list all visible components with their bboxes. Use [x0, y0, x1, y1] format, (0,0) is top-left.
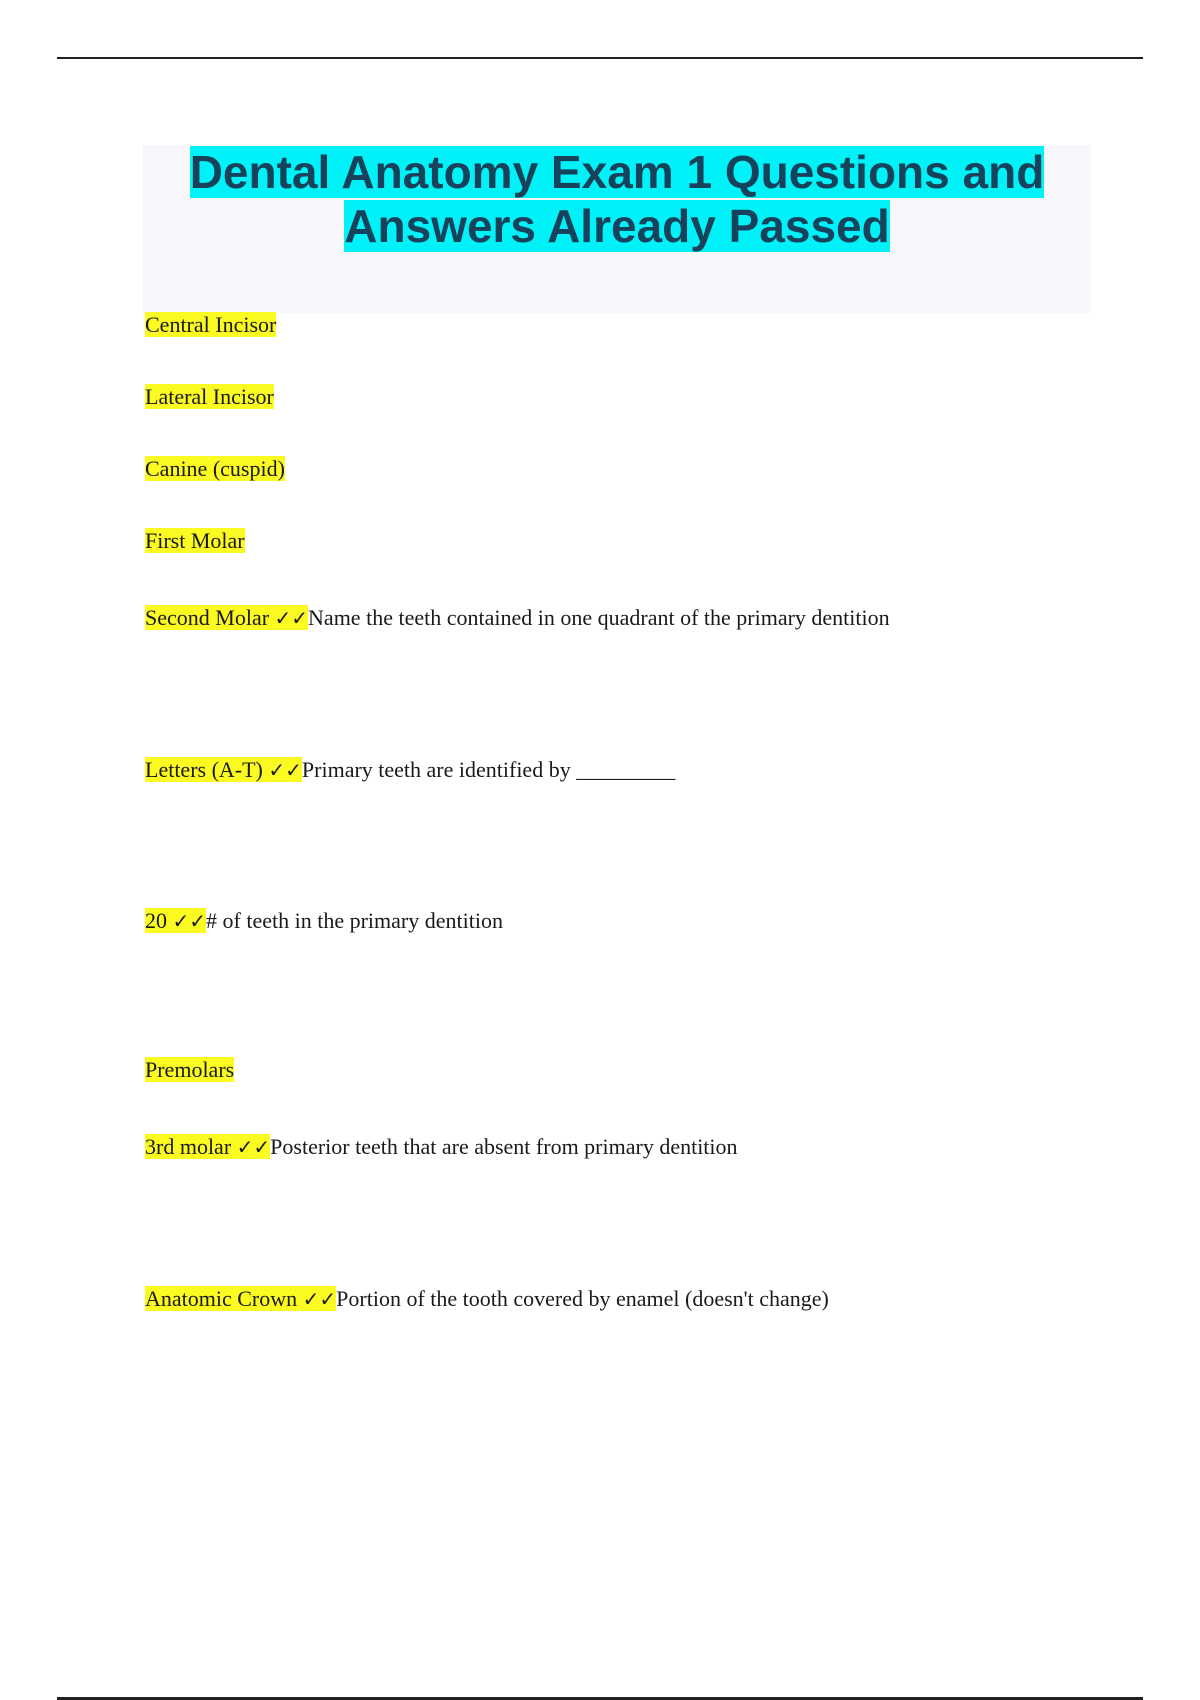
- double-check-icon: ✓✓: [274, 606, 309, 630]
- qa-line: [145, 1285, 829, 1313]
- answer-line: [145, 311, 276, 339]
- qa-line: [145, 604, 890, 632]
- qa-line: [145, 907, 503, 935]
- question-text: Portion of the tooth covered by enamel (doesn't change): [336, 1286, 829, 1311]
- answer-highlight: [145, 605, 308, 630]
- answer-text: 20: [145, 908, 173, 933]
- double-check-icon: ✓✓: [172, 909, 207, 933]
- qa-line: [145, 756, 675, 784]
- answer-line: [145, 455, 285, 483]
- answer-line: [145, 1056, 234, 1084]
- top-rule: [57, 57, 1143, 59]
- answer-highlight: Canine (cuspid): [145, 456, 285, 481]
- question-text: # of teeth in the primary dentition: [206, 908, 503, 933]
- answer-highlight: First Molar: [145, 528, 245, 553]
- answer-line: [145, 383, 274, 411]
- double-check-icon: ✓✓: [268, 758, 302, 782]
- double-check-icon: ✓✓: [236, 1135, 271, 1159]
- document-title: [143, 145, 1091, 253]
- answer-highlight: [145, 908, 206, 933]
- answer-highlight: Premolars: [145, 1057, 235, 1082]
- double-check-icon: ✓✓: [302, 1287, 337, 1311]
- answer-highlight: [145, 1134, 270, 1159]
- question-text: Name the teeth contained in one quadrant of the primary dentition: [308, 605, 890, 630]
- answer-line: [145, 527, 245, 555]
- qa-line: [145, 1133, 738, 1161]
- question-text: Posterior teeth that are absent from primary dentition: [270, 1134, 738, 1159]
- answer-text: Second Molar: [145, 605, 275, 630]
- answer-highlight: [145, 1286, 336, 1311]
- answer-text: Anatomic Crown: [145, 1286, 303, 1311]
- answer-highlight: Central Incisor: [145, 312, 277, 337]
- answer-highlight: Lateral Incisor: [145, 384, 274, 409]
- question-text: Primary teeth are identified by _________: [301, 757, 676, 782]
- document-title-text: Dental Anatomy Exam 1 Questions and Answers Already Passed: [189, 146, 1045, 252]
- answer-text: 3rd molar: [145, 1134, 237, 1159]
- answer-text: Letters (A-T): [145, 757, 269, 782]
- answer-highlight: [145, 757, 302, 782]
